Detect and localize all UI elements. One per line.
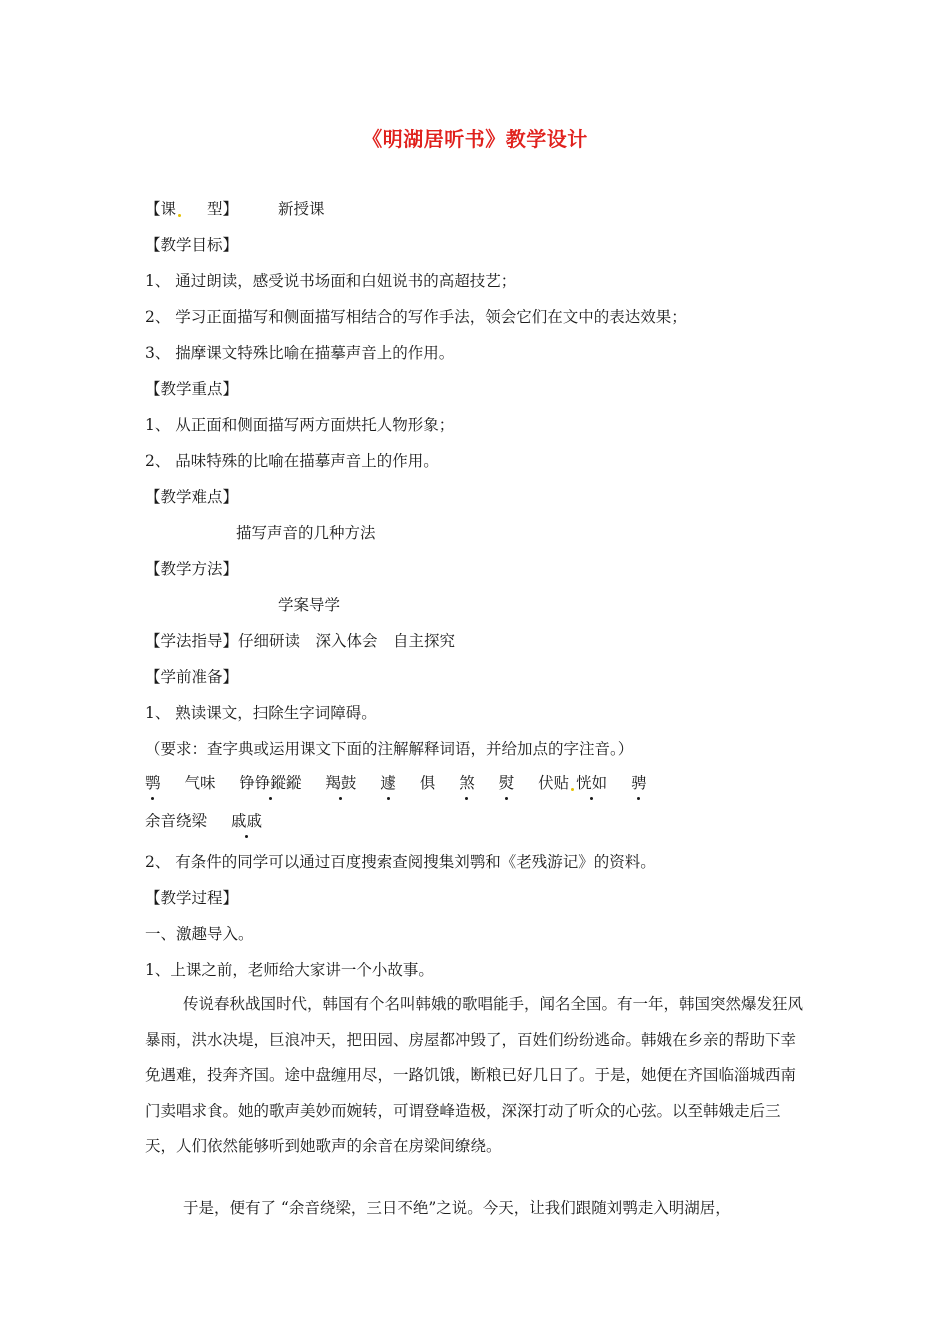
conclusion-text: 于是，便有了 “余音绕梁，三日不绝”之说。今天，让我们跟随刘鹗走入明湖居， xyxy=(183,1199,731,1217)
study-guide-value: 仔细研读 深入体会 自主探究 xyxy=(238,632,456,650)
vocab-word: 羯鼓 xyxy=(325,774,357,792)
vocab-word: 遽 xyxy=(380,774,396,792)
vocab-word: 熨 xyxy=(498,774,515,792)
study-guide-heading: 【学法指导】 xyxy=(145,632,239,650)
study-guide-line xyxy=(145,631,455,651)
objective-item-3: 3、 揣摩课文特殊比喻在描摹声音上的作用。 xyxy=(145,344,455,362)
preparation-heading: 【学前准备】 xyxy=(145,668,239,686)
method-heading: 【教学方法】 xyxy=(145,560,239,578)
method-value: 学案导学 xyxy=(278,596,341,614)
lesson-type-value: 新授课 xyxy=(278,200,325,218)
lesson-type-label-b: 型】 xyxy=(207,200,239,218)
highlight-dot xyxy=(571,788,574,791)
vocab-word: 鹗 xyxy=(145,774,161,792)
conclusion-paragraph xyxy=(145,1191,805,1227)
preparation-item-1: 1、 熟读课文，扫除生字词障碍。 xyxy=(145,704,377,722)
vocab-row-2 xyxy=(145,811,281,831)
vocab-word: 铮铮鏦鏦 xyxy=(239,774,302,792)
lesson-type-label-a: 【课 xyxy=(145,200,177,218)
vocab-word: 煞 xyxy=(459,774,475,792)
lesson-type-line xyxy=(145,199,325,219)
key-points-heading: 【教学重点】 xyxy=(145,380,239,398)
process-heading: 【教学过程】 xyxy=(145,889,239,907)
difficulty-heading: 【教学难点】 xyxy=(145,488,239,506)
key-point-item-1: 1、 从正面和侧面描写两方面烘托人物形象； xyxy=(145,416,455,434)
objective-item-1: 1、 通过朗读，感受说书场面和白妞说书的高超技艺； xyxy=(145,272,517,290)
preparation-item-2: 2、 有条件的同学可以通过百度搜索查阅搜集刘鹗和《老残游记》的资料。 xyxy=(145,853,656,871)
vocab-word: 俱 xyxy=(419,774,436,792)
story-text: 传说春秋战国时代，韩国有个名叫韩娥的歌唱能手，闻名全国。有一年，韩国突然爆发狂风暴雨，洪水决堤，巨浪冲天，把田园、房屋都冲毁了，百姓们纷纷逃命。韩娥在乡亲的帮助下幸免遇难，投奔齐国。途中盘缠用尽，一路饥饿，断粮已好几日了。于是，她便在齐国临淄城西南门卖唱求食。她的歌声美妙而婉转，可谓登峰造极，深深打动了听众的心弦。以至韩娥走后三天，人们依然能够听到她歌声的余音在房梁间缭绕。 xyxy=(145,995,804,1155)
key-point-item-2: 2、 品味特殊的比喻在描摹声音上的作用。 xyxy=(145,452,439,470)
objectives-heading: 【教学目标】 xyxy=(145,236,239,254)
document-title: 《明湖居听书》教学设计 xyxy=(362,127,588,151)
vocab-word: 恍如 xyxy=(576,774,608,792)
story-paragraph xyxy=(145,987,805,1165)
vocab-word: 戚戚 xyxy=(230,812,262,830)
vocab-word: 骋 xyxy=(631,774,647,792)
vocab-row-1 xyxy=(145,773,666,793)
objective-item-2: 2、 学习正面描写和侧面描写相结合的写作手法，领会它们在文中的表达效果； xyxy=(145,308,687,326)
process-section-1: 一、激趣导入。 xyxy=(145,925,254,943)
vocab-word: 伏贴 xyxy=(538,774,570,792)
vocab-word: 余音绕梁 xyxy=(145,812,208,830)
process-step-1: 1、上课之前，老师给大家讲一个小故事。 xyxy=(145,961,434,979)
difficulty-value: 描写声音的几种方法 xyxy=(236,524,376,542)
preparation-requirement: （要求：查字典或运用课文下面的注解解释词语，并给加点的字注音。） xyxy=(145,740,634,758)
vocab-word: 气味 xyxy=(184,774,216,792)
highlight-dot xyxy=(178,214,181,217)
